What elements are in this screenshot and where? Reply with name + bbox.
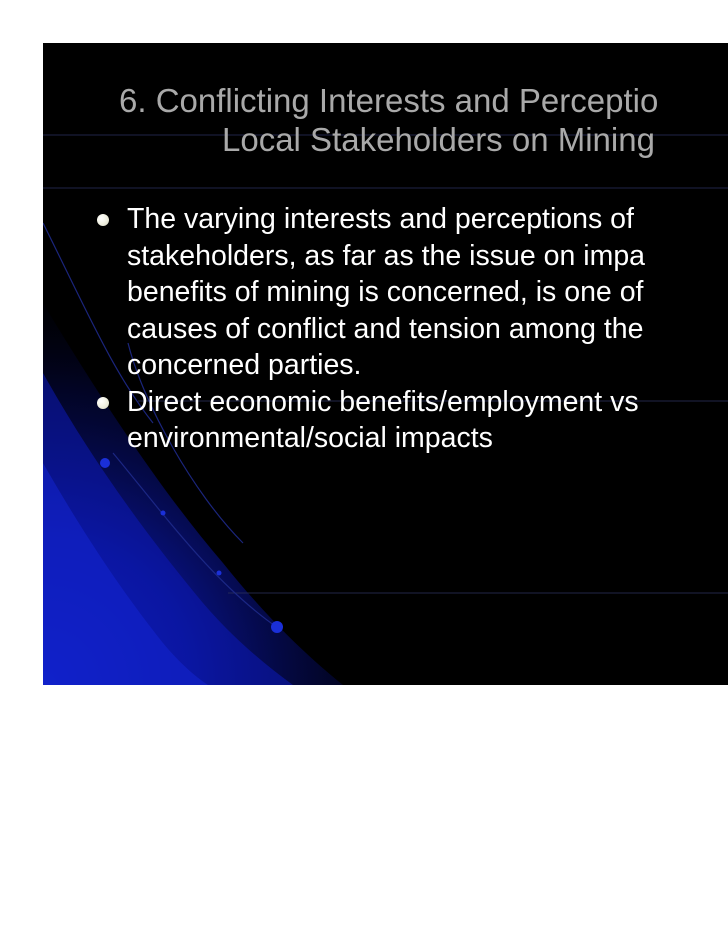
bullet-item [43,201,728,384]
bullet-text-line: concerned parties. [127,349,362,381]
bullet-dot-icon [97,214,109,226]
bullet-dot-icon [97,397,109,409]
bullet-item [43,384,728,457]
bullet-text-line: stakeholders, as far as the issue on impa [127,239,646,272]
bullet-text-line: benefits of mining is concerned, is one of [127,276,644,308]
bullet-list [43,201,728,457]
slide-title-line-2: Local Stakeholders on Mining [222,121,655,158]
bullet-text-line: The varying interests and perceptions of [127,203,634,235]
slide-title-line-1: 6. Conflicting Interests and Perceptio [119,82,659,119]
bullet-text-line: Direct economic benefits/employment vs [127,385,639,418]
bullet-text-line: environmental/social impacts [127,422,493,454]
slide [43,43,728,685]
bullet-text-line: causes of conflict and tension among the [127,312,644,345]
